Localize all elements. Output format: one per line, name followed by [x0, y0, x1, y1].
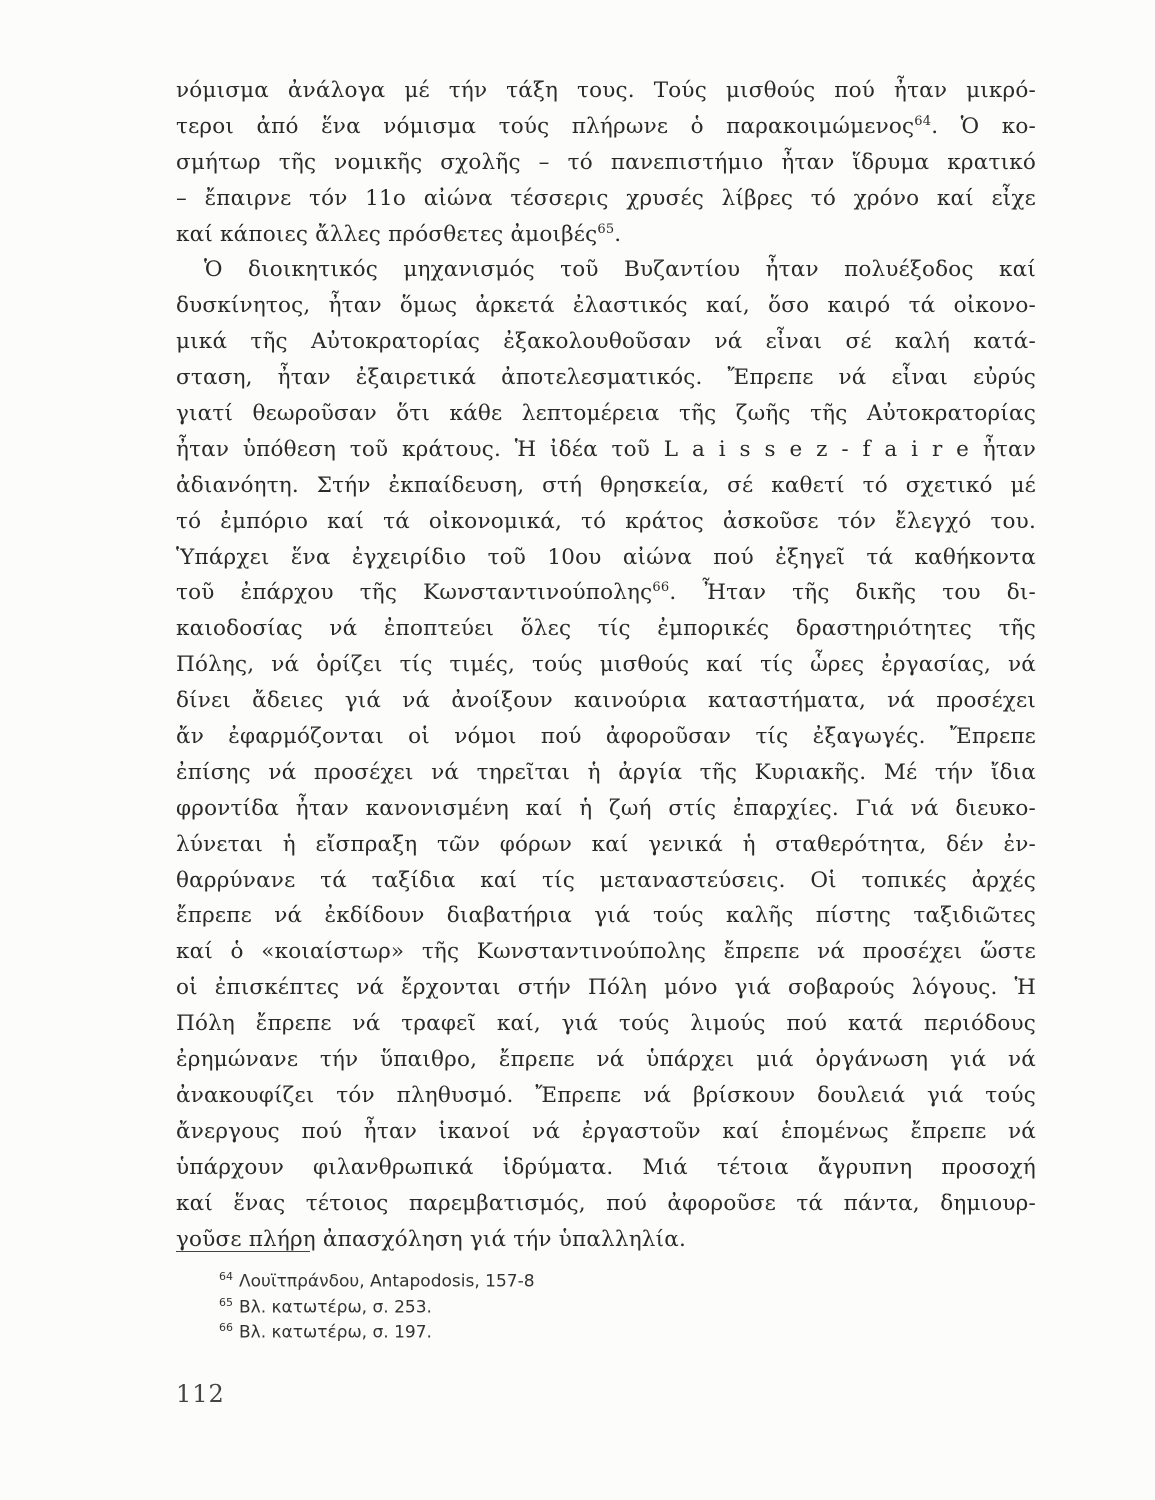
footnote-number: 64 [219, 1270, 233, 1283]
text-line: – ἔπαιρνε τόν 11ο αἰώνα τέσσερις χρυσές λίβρες τό χρόνο καί εἶχε [176, 185, 1036, 211]
text-line: δυσκίνητος, ἦταν ὅμως ἀρκετά ἐλαστικός καί, ὅσο καιρό τά οἰκονο- [176, 293, 1036, 319]
text-line: ἦταν ὑπόθεση τοῦ κράτους. Ἡ ἰδέα τοῦ L a i s s e z - f a i r e ἦταν [176, 436, 1036, 462]
footnote-number: 66 [219, 1321, 233, 1334]
text-line: οἱ ἐπισκέπτες νά ἔρχονται στήν Πόλη μόνο γιά σοβαρούς λόγους. Ἡ [176, 975, 1036, 1001]
footnote-text: Βλ. κατωτέρω, σ. 197. [239, 1322, 432, 1343]
text-line: φροντίδα ἦταν κανονισμένη καί ἡ ζωή στίς ἐπαρχίες. Γιά νά διευκο- [176, 795, 1036, 821]
text-line: τό ἐμπόριο καί τά οἰκονομικά, τό κράτος ἀσκοῦσε τόν ἔλεγχό του. [176, 508, 1036, 534]
footnote [219, 1315, 535, 1341]
text-line: ἐρημώνανε τήν ὕπαιθρο, ἔπρεπε νά ὑπάρχει μιά ὀργάνωση γιά νά [176, 1047, 1036, 1073]
footnote-text: Λουϊτπράνδου, Antapodosis, 157-8 [239, 1271, 535, 1292]
text-line: τεροι ἀπό ἕνα νόμισμα τούς πλήρωνε ὁ παρακοιμώμενος$^{64}$. Ὁ κο- [176, 113, 1036, 139]
footnote-ref: 66 [652, 580, 670, 596]
text-line: καί ἕνας τέτοιος παρεμβατισμός, πού ἀφοροῦσε τά πάντα, δημιουρ- [176, 1190, 1036, 1216]
text-line: νόμισμα ἀνάλογα μέ τήν τάξη τους. Τούς μισθούς πού ἦταν μικρό- [176, 78, 1036, 103]
text-line: μικά τῆς Αὐτοκρατορίας ἐξακολουθοῦσαν νά εἶναι σέ καλή κατά- [176, 329, 1036, 355]
footnote-number: 65 [219, 1295, 233, 1309]
text-line: καιοδοσίας νά ἐποπτεύει ὅλες τίς ἐμπορικές δραστηριότητες τῆς [176, 616, 1036, 642]
text-line: Πόλης, νά ὁρίζει τίς τιμές, τούς μισθούς καί τίς ὧρες ἐργασίας, νά [176, 652, 1036, 678]
text-line: Ὁ διοικητικός μηχανισμός τοῦ Βυζαντίου ἦταν πολυέξοδος καί [204, 257, 1036, 283]
text-line: γιατί θεωροῦσαν ὅτι κάθε λεπτομέρεια τῆς ζωῆς τῆς Αὐτοκρατορίας [176, 401, 1036, 427]
footnote-separator [176, 1251, 310, 1252]
text-line: γοῦσε πλήρη ἀπασχόληση γιά τήν ὑπαλληλία. [176, 1226, 686, 1252]
footnote-ref: 65 [597, 221, 615, 237]
text-line: σμήτωρ τῆς νομικῆς σχολῆς – τό πανεπιστήμιο ἦταν ἵδρυμα κρατικό [176, 149, 1036, 175]
text-line: καί ὁ «κοιαίστωρ» τῆς Κωνσταντινούπολης ἔπρεπε νά προσέχει ὥστε [176, 939, 1036, 965]
text-line: ἀδιανόητη. Στήν ἐκπαίδευση, στή θρησκεία, σέ καθετί τό σχετικό μέ [176, 472, 1036, 498]
text-line: ὑπάρχουν φιλανθρωπικά ἱδρύματα. Μιά τέτοια ἄγρυπνη προσοχή [176, 1154, 1036, 1180]
text-line: ἀνακουφίζει τόν πληθυσμό. Ἔπρεπε νά βρίσκουν δουλειά γιά τούς [176, 1082, 1036, 1108]
text-line: θαρρύνανε τά ταξίδια καί τίς μεταναστεύσεις. Οἱ τοπικές ἀρχές [176, 867, 1036, 893]
footnote [219, 1264, 535, 1290]
text-line: δίνει ἄδειες γιά νά ἀνοίξουν καινούρια καταστήματα, νά προσέχει [176, 688, 1036, 714]
footnote [219, 1290, 535, 1316]
text-line: λύνεται ἡ εἴσπραξη τῶν φόρων καί γενικά ἡ σταθερότητα, δέν ἐν- [176, 831, 1036, 857]
footnotes [219, 1264, 535, 1341]
text-line: Ὑπάρχει ἕνα ἐγχειρίδιο τοῦ 10ου αἰώνα πού ἐξηγεῖ τά καθήκοντα [176, 544, 1036, 570]
text-line: τοῦ ἐπάρχου τῆς Κωνσταντινούπολης$^{66}$. Ἦταν τῆς δικῆς του δι- [176, 580, 1036, 606]
text-line: Πόλη ἔπρεπε νά τραφεῖ καί, γιά τούς λιμούς πού κατά περιόδους [176, 1011, 1036, 1037]
page-number: 112 [176, 1380, 225, 1408]
text-line: σταση, ἦταν ἐξαιρετικά ἀποτελεσματικός. Ἔπρεπε νά εἶναι εὐρύς [176, 365, 1036, 391]
text-line: ἄν ἐφαρμόζονται οἱ νόμοι πού ἀφοροῦσαν τίς ἐξαγωγές. Ἔπρεπε [176, 724, 1036, 750]
text-line: ἄνεργους πού ἦταν ἱκανοί νά ἐργαστοῦν καί ἑπομένως ἔπρεπε νά [176, 1118, 1036, 1144]
text-line: καί κάποιες ἄλλες πρόσθετες ἀμοιβές$^{65}$. [176, 221, 622, 247]
text-line: ἔπρεπε νά ἐκδίδουν διαβατήρια γιά τούς καλῆς πίστης ταξιδιῶτες [176, 903, 1036, 929]
footnote-ref: 64 [914, 113, 932, 129]
footnote-text: Βλ. κατωτέρω, σ. 253. [239, 1297, 432, 1318]
body-text [176, 73, 1036, 1257]
text-line: ἐπίσης νά προσέχει νά τηρεῖται ἡ ἀργία τῆς Κυριακῆς. Μέ τήν ἴδια [176, 759, 1036, 785]
